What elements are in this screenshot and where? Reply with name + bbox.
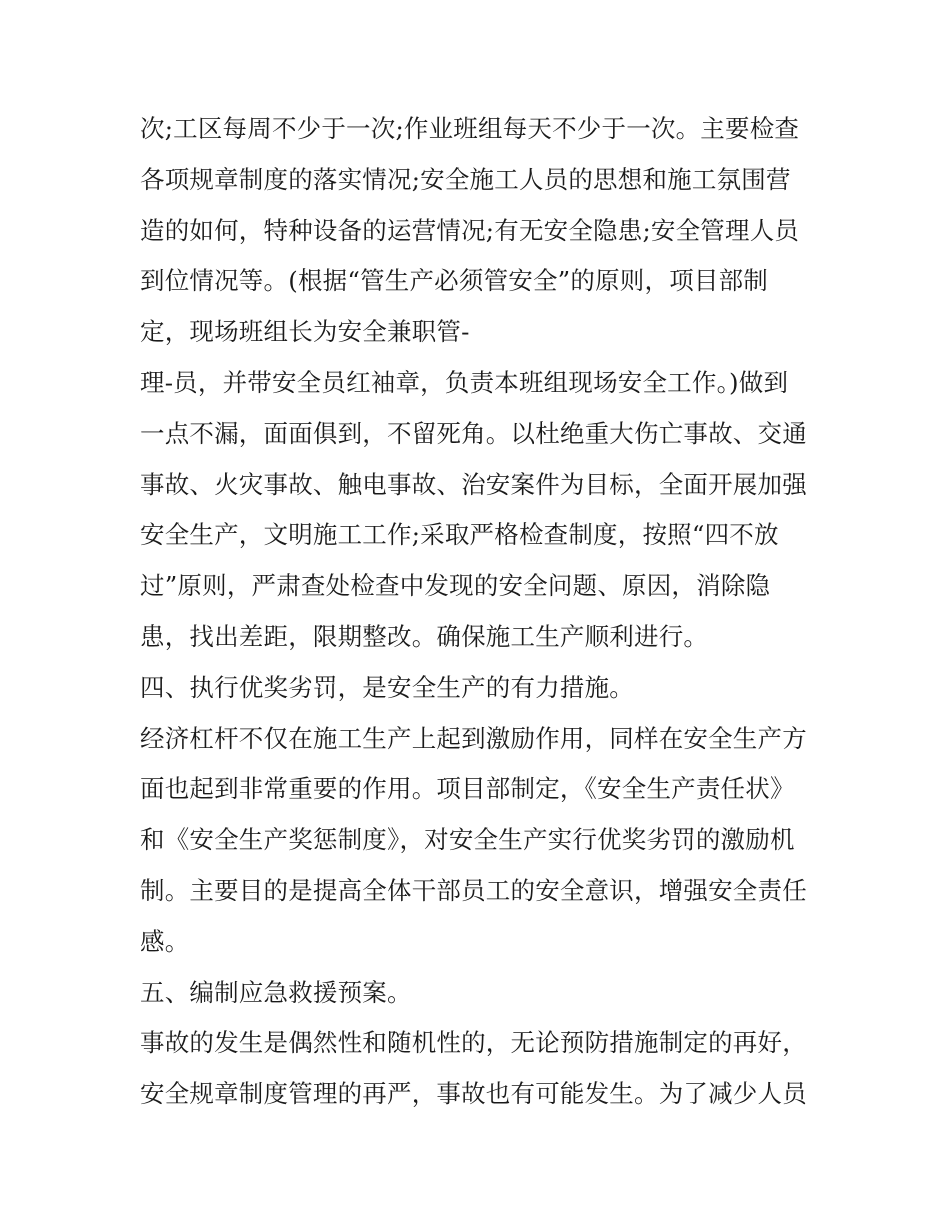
paragraph-line: 制。主要目的是提高全体干部员工的安全意识，增强安全责任 xyxy=(140,875,807,905)
paragraph-line: 各项规章制度的落实情况;安全施工人员的思想和施工氛围营 xyxy=(140,164,791,194)
section-heading-5: 五、编制应急救援预案。 xyxy=(140,977,412,1007)
paragraph-line: 造的如何，特种设备的运营情况;有无安全隐患;安全管理人员 xyxy=(140,215,800,245)
paragraph-line: 面也起到非常重要的作用。项目部制定，《安全生产责任状》 xyxy=(140,774,795,804)
paragraph-line: 事故、火灾事故、触电事故、治安案件为目标，全面开展加强 xyxy=(140,469,807,499)
paragraph-line: 和《安全生产奖惩制度》，对安全生产实行优奖劣罚的激励机 xyxy=(140,825,795,855)
paragraph-line: 事故的发生是偶然性和随机性的，无论预防措施制定的再好， xyxy=(140,1028,807,1058)
document-page xyxy=(140,104,830,1120)
paragraph-line: 定，现场班组长为安全兼职管- xyxy=(140,317,470,347)
paragraph-line: 安全生产，文明施工工作;采取严格检查制度，按照“四不放 xyxy=(140,520,779,550)
paragraph-line: 次;工区每周不少于一次;作业班组每天不少于一次。主要检查 xyxy=(140,114,800,143)
paragraph-line: 到位情况等。(根据“管生产必须管安全”的原则，项目部制 xyxy=(140,266,769,296)
paragraph-line: 经济杠杆不仅在施工生产上起到激励作用，同样在安全生产方 xyxy=(140,723,807,753)
paragraph-line: 安全规章制度管理的再严，事故也有可能发生。为了减少人员 xyxy=(140,1079,807,1109)
paragraph-line: 过”原则，严肃查处检查中发现的安全问题、原因，消除隐 xyxy=(140,571,771,601)
paragraph-line: 理-员，并带安全员红袖章，负责本班组现场安全工作。)做到 xyxy=(140,367,789,397)
section-heading-4: 四、执行优奖劣罚，是安全生产的有力措施。 xyxy=(140,672,634,702)
paragraph-line: 一点不漏，面面俱到，不留死角。以杜绝重大伤亡事故、交通 xyxy=(140,418,807,448)
paragraph-line: 感。 xyxy=(140,926,190,956)
paragraph-line: 患，找出差距，限期整改。确保施工生产顺利进行。 xyxy=(140,621,709,651)
